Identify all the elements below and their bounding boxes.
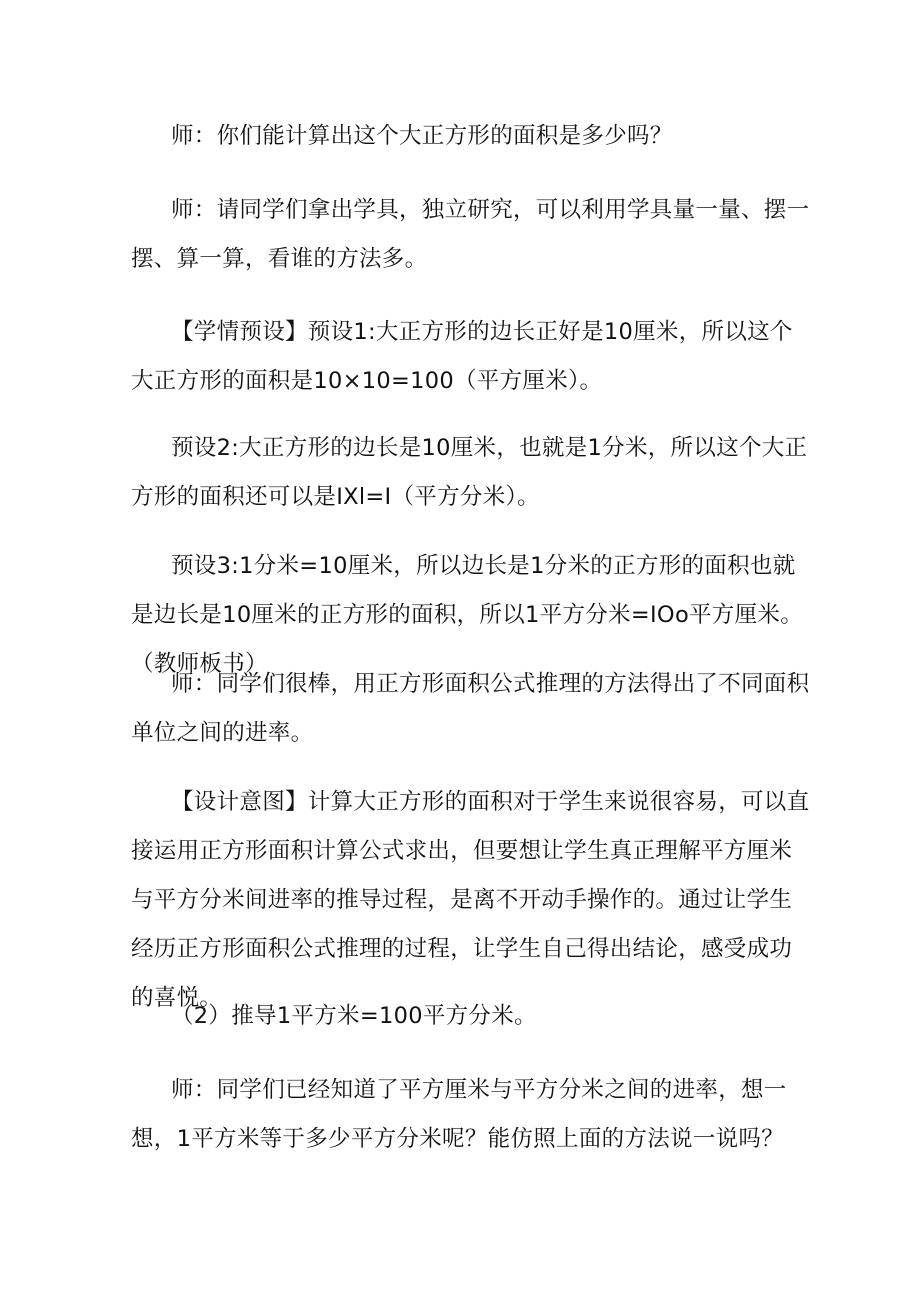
paragraph-teacher-question-area: 师：你们能计算出这个大正方形的面积是多少吗？	[171, 123, 673, 149]
paragraph-preset-3: 预设3:1分米=10厘米，所以边长是1分米的正方形的面积也就是边长是10厘米的正方形的面积，所以1平方分米=IOo平方厘米。（教师板书）	[131, 553, 804, 677]
paragraph-preset-1: 【学情预设】预设1:大正方形的边长正好是10厘米，所以这个大正方形的面积是10×10=100（平方厘米）。	[131, 319, 793, 394]
paragraph-teacher-praise: 师：同学们很棒，用正方形面积公式推理的方法得出了不同面积单位之间的进率。	[131, 671, 810, 746]
paragraph-section-heading: （2）推导1平方米=100平方分米。	[171, 1003, 537, 1029]
paragraph-preset-2: 预设2:大正方形的边长是10厘米，也就是1分米，所以这个大正方形的面积还可以是IXl=I（平方分米）。	[131, 435, 808, 510]
paragraph-design-intent: 【设计意图】计算大正方形的面积对于学生来说很容易，可以直接运用正方形面积计算公式求出，但要想让学生真正理解平方厘米与平方分米间进率的推导过程，是离不开动手操作的。通过让学生经历正方形面积公式推理的过程，让学生自己得出结论，感受成功的喜悦。	[131, 789, 810, 1011]
paragraph-teacher-final-question: 师：同学们已经知道了平方厘米与平方分米之间的进率，想一想，1平方米等于多少平方分米呢？能仿照上面的方法说一说吗？	[131, 1077, 787, 1152]
paragraph-teacher-instruction: 师：请同学们拿出学具，独立研究，可以利用学具量一量、摆一摆、算一算，看谁的方法多。	[131, 197, 810, 272]
